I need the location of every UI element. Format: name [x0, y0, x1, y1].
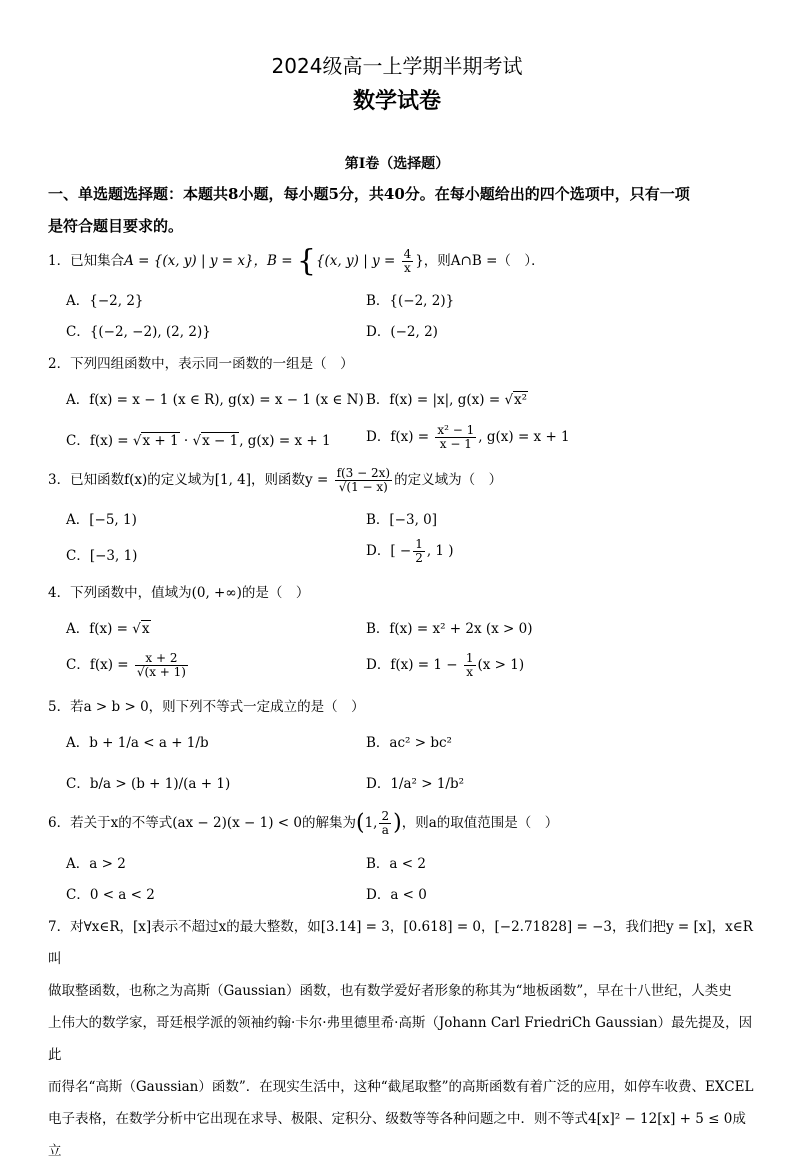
q1-option-a[interactable]: A．{−2, 2} — [66, 293, 144, 309]
fraction — [435, 424, 476, 451]
question-7-line-2: 做取整函数，也称之为高斯（Gaussian）函数，也有数学爱好者形象的称其为“地板函数”，早在十八世纪，人类史 — [48, 983, 732, 999]
q6-option-d[interactable]: D．a < 0 — [366, 887, 427, 903]
dot: · — [179, 433, 193, 449]
q2-option-a[interactable]: A．f(x) = x − 1 (x ∈ R), g(x) = x − 1 (x ∈ N) — [66, 392, 364, 408]
q1-option-b[interactable]: B．{(−2, 2)} — [366, 293, 455, 309]
denominator: x — [403, 261, 411, 275]
q5-option-c[interactable]: C．b/a > (b + 1)/(a + 1) — [66, 776, 231, 792]
radicand: x + 1 — [142, 433, 179, 449]
exam-subject: 数学试卷 — [352, 89, 441, 114]
question-3-stem-c: 的定义域为（ ） — [394, 472, 503, 488]
question-6: 6．若关于x的不等式(ax − 2)(x − 1) < 0的解集为(1, $\frac{2}{a}$ )，则a的取值范围是（ ） — [48, 809, 559, 837]
denominator: √(x + 1) — [136, 665, 186, 679]
q5-option-d[interactable]: D．1/a² > 1/b² — [366, 776, 465, 792]
q2-option-d[interactable] — [366, 424, 570, 451]
q6-option-a[interactable]: A．a > 2 — [66, 856, 126, 872]
instruction-line-1: 一、单选题选择题：本题共8小题，每小题5分，共40分。在每小题给出的四个选项中，只有一项 — [48, 185, 690, 203]
q4-option-a-text: A．f(x) = — [66, 621, 133, 637]
q2-option-c-tail: , g(x) = x + 1 — [239, 433, 331, 449]
left-brace: { — [296, 243, 316, 279]
left-paren: ( — [356, 810, 365, 836]
radicand: x — [141, 621, 150, 637]
q2-option-d-text: D．f(x) = — [366, 429, 434, 445]
question-7-line-4: 而得名“高斯（Gaussian）函数”．在现实生活中，这种“截尾取整”的高斯函数有着广泛的应用，如停车收费、EXCEL — [48, 1079, 754, 1095]
fraction — [135, 652, 188, 679]
q6-option-b[interactable]: B．a < 2 — [366, 856, 426, 872]
question-1 — [48, 243, 545, 279]
fraction — [335, 467, 393, 494]
instruction-line-2: 是符合题目要求的。 — [48, 217, 184, 235]
fraction — [413, 538, 425, 565]
interval-open: [ − — [390, 543, 412, 559]
fraction — [379, 810, 391, 837]
numerator: 1 — [465, 651, 474, 665]
interval-close: , 1 ) — [426, 543, 454, 559]
q4-option-c-text: C．f(x) = — [66, 657, 133, 673]
question-1-stem-b: A = {(x, y) | y = x}，B = — [124, 253, 297, 269]
q2-option-c[interactable]: C．f(x) = √x + 1 · √x − 1, g(x) = x + 1 — [66, 433, 331, 449]
denominator: x — [466, 665, 474, 679]
q4-option-c[interactable] — [66, 652, 190, 679]
question-6-stem-c: ，则a的取值范围是（ ） — [401, 815, 559, 831]
q4-option-d-text: D．f(x) = 1 − — [366, 657, 462, 673]
q6-option-c[interactable]: C．0 < a < 2 — [66, 887, 155, 903]
fraction — [464, 652, 476, 679]
q2-option-b-text: B．f(x) = |x|, g(x) = — [366, 392, 505, 408]
q2-option-d-tail: , g(x) = x + 1 — [478, 429, 570, 445]
question-3-stem-a: 3．已知函数f(x)的定义域为[1, 4]，则函数y = — [48, 472, 333, 488]
exam-title: 2024级高一上学期半期考试 — [271, 54, 523, 78]
q5-option-b[interactable]: B．ac² > bc² — [366, 735, 452, 751]
numerator: 2 — [381, 809, 390, 823]
radicand: x² — [514, 392, 528, 408]
denominator: x − 1 — [439, 437, 472, 451]
q4-option-d-tail: (x > 1) — [477, 657, 525, 673]
section-title: 第Ⅰ卷（选择题） — [344, 156, 450, 172]
q1-option-d[interactable]: D．(−2, 2) — [366, 324, 438, 340]
question-7-line-5: 电子表格，在数学分析中它出现在求导、极限、定积分、级数等等各种问题之中．则不等式4[x]² − 12[x] + 5 ≤ 0成立 — [48, 1111, 746, 1159]
question-2: 2．下列四组函数中，表示同一函数的一组是（ ） — [48, 356, 354, 372]
denominator: 2 — [415, 551, 423, 565]
numerator: x + 2 — [135, 652, 188, 666]
question-7-line-3: 上伟大的数学家，哥廷根学派的领袖约翰·卡尔·弗里德里希·高斯（Johann Carl FriedriCh Gaussian）最先提及，因此 — [48, 1015, 753, 1063]
q4-option-b[interactable]: B．f(x) = x² + 2x (x > 0) — [366, 621, 533, 637]
q3-option-a[interactable]: A．[−5, 1) — [66, 512, 137, 528]
denominator: a — [381, 823, 389, 837]
numerator: x² − 1 — [437, 423, 475, 437]
denominator: √(1 − x) — [338, 480, 388, 494]
radicand: x − 1 — [202, 433, 239, 449]
question-1-stem-a: 1．已知集合 — [48, 253, 125, 269]
question-5: 5．若a > b > 0，则下列不等式一定成立的是（ ） — [48, 699, 365, 715]
numerator: f(3 − 2x) — [336, 466, 391, 480]
section-instructions — [48, 178, 758, 242]
numerator: 1 — [415, 537, 423, 551]
question-7-line-1: 7．对∀x∈R，[x]表示不超过x的最大整数，如[3.14] = 3，[0.618] = 0，[−2.71828] = −3，我们把y = [x]，x∈R叫 — [48, 919, 753, 967]
q3-option-d-label: D． — [366, 543, 391, 559]
question-1-stem-c: {(x, y) | y = — [315, 253, 400, 269]
q2-option-b[interactable]: B．f(x) = |x|, g(x) = √x² — [366, 392, 528, 408]
question-6-stem-a: 6．若关于x的不等式(ax − 2)(x − 1) < 0的解集为 — [48, 815, 356, 831]
q3-option-d[interactable] — [366, 538, 454, 565]
q1-option-c[interactable]: C．{(−2, −2), (2, 2)} — [66, 324, 211, 340]
question-4: 4．下列函数中，值域为(0, +∞)的是（ ） — [48, 585, 310, 601]
question-1-stem-d: }，则A∩B =（ ）． — [415, 253, 545, 269]
q4-option-a[interactable]: A．f(x) = √x — [66, 621, 150, 637]
question-7 — [48, 911, 754, 1167]
question-3 — [48, 467, 502, 494]
q2-option-c-text: C．f(x) = — [66, 433, 133, 449]
right-paren: ) — [393, 810, 402, 836]
fraction — [402, 248, 414, 275]
q4-option-d[interactable] — [366, 652, 524, 679]
q5-option-a[interactable]: A．b + 1/a < a + 1/b — [66, 735, 209, 751]
numerator: 4 — [403, 247, 412, 261]
q3-option-c[interactable]: C．[−3, 1) — [66, 548, 138, 564]
q3-option-b[interactable]: B．[−3, 0] — [366, 512, 438, 528]
